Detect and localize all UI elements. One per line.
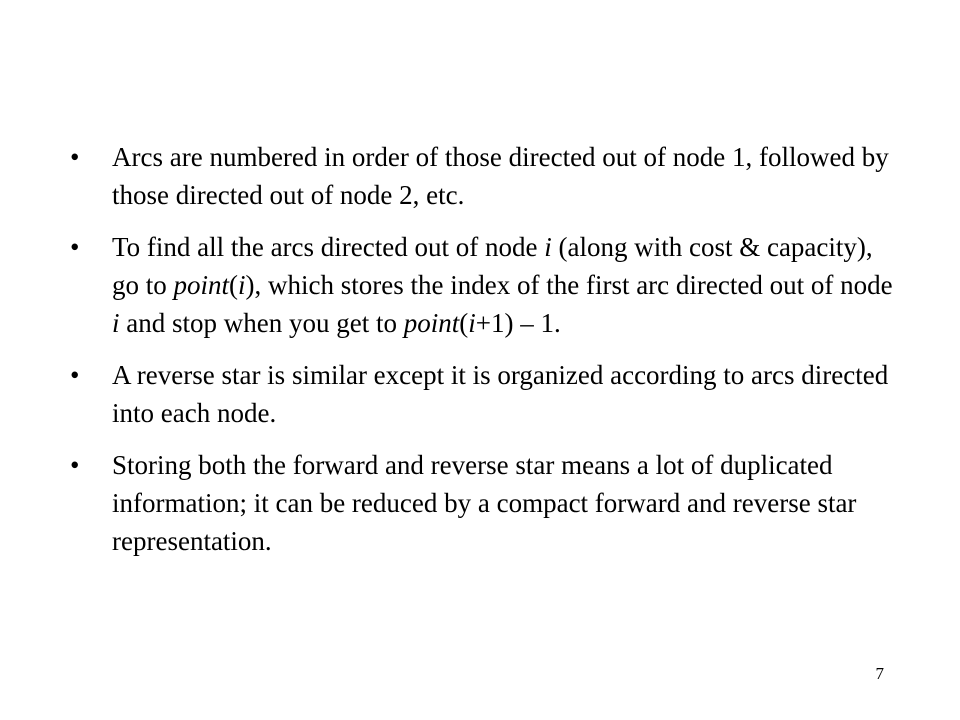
page-number: 7 (875, 664, 884, 683)
bullet-list (70, 138, 900, 574)
bullet-item (70, 356, 900, 432)
italic-text-segment: i (112, 308, 120, 338)
bullet-point-icon: • (70, 360, 80, 390)
italic-text-segment: i (468, 308, 476, 338)
italic-text-segment: i (544, 232, 552, 262)
bullet-text (112, 356, 900, 432)
bullet-item (70, 228, 900, 342)
text-segment: ), which stores the index of the first arc directed out of node (245, 270, 893, 300)
text-segment: Storing both the forward and reverse star means a lot of duplicated information; it can be reduced by a compact forward and reverse star representation. (112, 450, 857, 556)
bullet-item (70, 138, 900, 214)
text-segment: Arcs are numbered in order of those directed out of node 1, followed by those directed out of node 2, etc. (112, 142, 889, 210)
text-segment: and stop when you get to (119, 308, 404, 338)
text-segment: To find all the arcs directed out of node (112, 232, 545, 262)
text-segment: ( (229, 270, 239, 300)
bullet-text (112, 228, 900, 342)
bullet-text (112, 138, 900, 214)
text-segment: (along with cost & capacity), go to (112, 232, 873, 300)
bullet-text (112, 446, 900, 560)
text-segment: A reverse star is similar except it is organized according to arcs directed into each node. (112, 360, 889, 428)
bullet-point-icon: • (70, 232, 80, 262)
text-segment: +1) – 1. (475, 308, 561, 338)
italic-text-segment: i (238, 270, 246, 300)
bullet-point-icon: • (70, 450, 80, 480)
italic-text-segment: point (173, 270, 230, 300)
italic-text-segment: point (403, 308, 460, 338)
bullet-point-icon: • (70, 142, 80, 172)
bullet-item (70, 446, 900, 560)
text-segment: ( (459, 308, 469, 338)
